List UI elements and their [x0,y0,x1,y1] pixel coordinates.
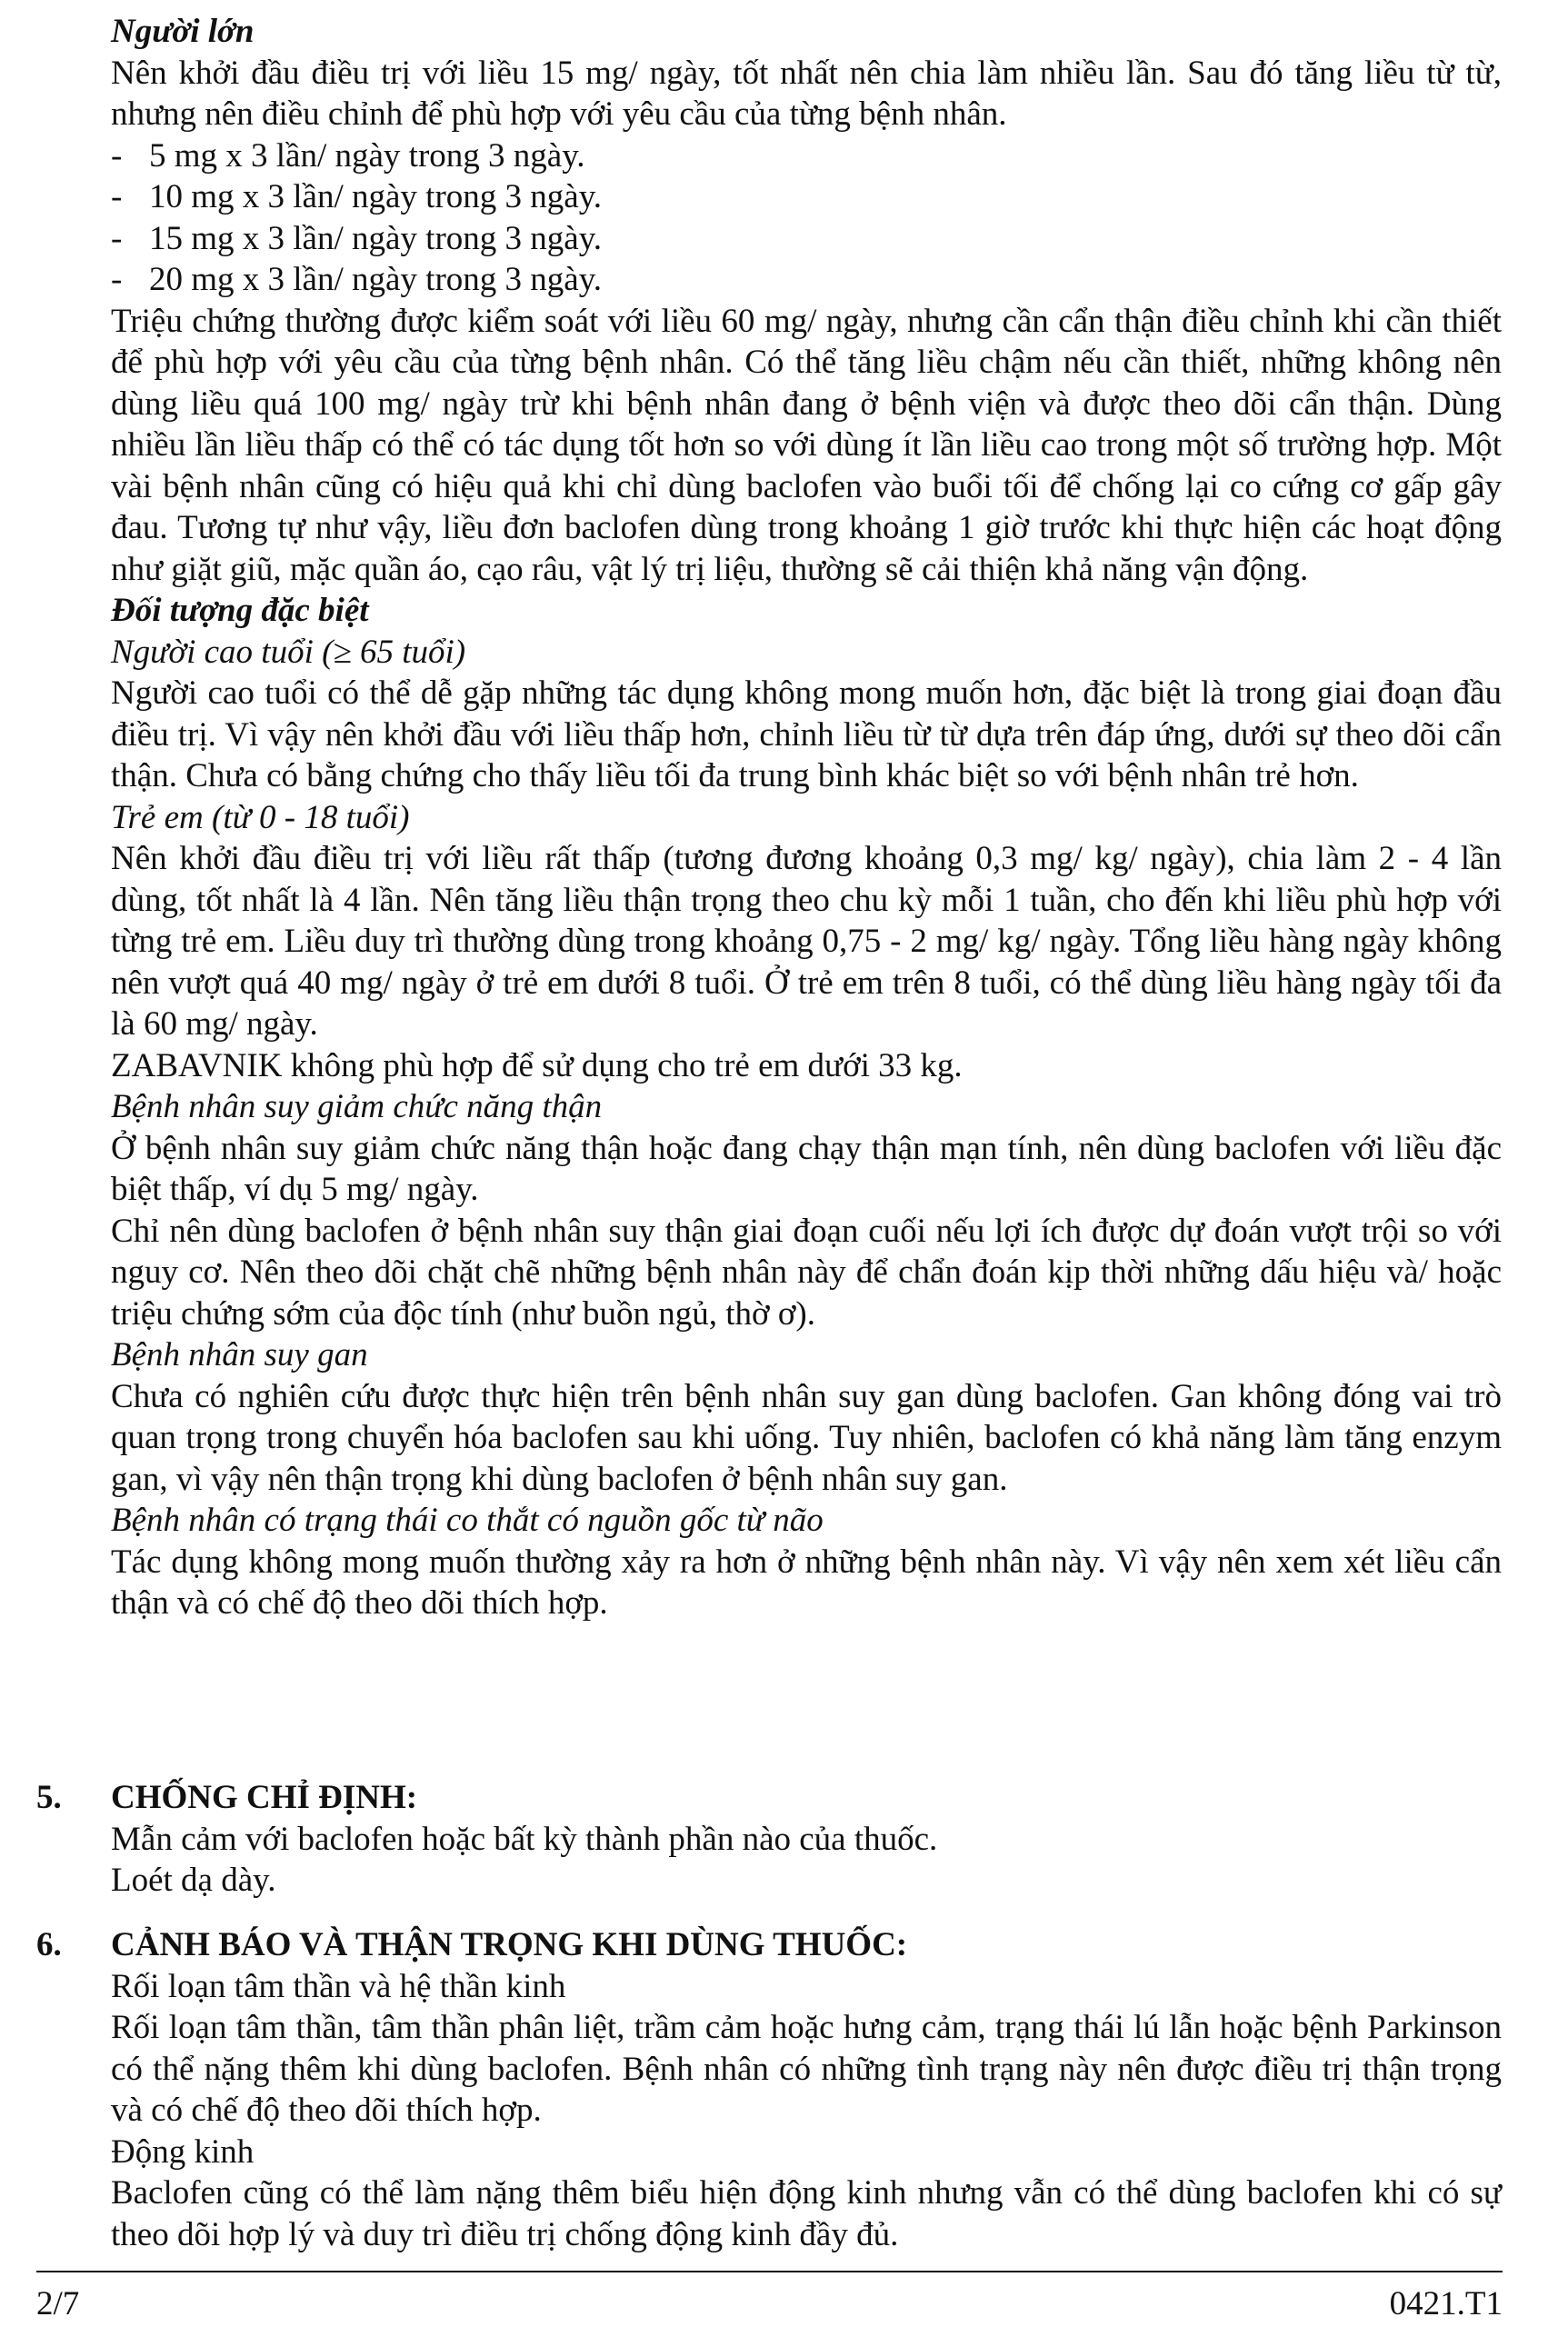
adults-body: Triệu chứng thường được kiểm soát với liều 60 mg/ ngày, nhưng cần cẩn thận điều chỉnh khi cần thiết để phù hợp với yêu cầu của từng bệnh nhân. Có thể tăng liều chậm nếu cần thiết, những không nên dùng liều quá 100 mg/ ngày trừ khi bệnh nhân đang ở bệnh viện và được theo dõi cẩn thận. Dùng nhiều lần liều thấp có thể có tác dụng tốt hơn so với dùng ít lần liều cao trong một số trường hợp. Một vài bệnh nhân cũng có hiệu quả khi chỉ dùng baclofen vào buổi tối để chống lại co cứng cơ gấp gây đau. Tương tự như vậy, liều đơn baclofen dùng trong khoảng 1 giờ trước khi thực hiện các hoạt động như giặt giũ, mặc quần áo, cạo râu, vật lý trị liệu, thường sẽ cải thiện khả năng vận động. [111,302,1502,588]
children-note: ZABAVNIK không phù hợp để sử dụng cho trẻ em dưới 33 kg. [111,1046,963,1084]
section-title: CHỐNG CHỈ ĐỊNH: [111,1779,418,1816]
contraindication-item: Loét dạ dày. [111,1862,276,1899]
renal-body-1: Ở bệnh nhân suy giảm chức năng thận hoặc đang chạy thận mạn tính, nên dùng baclofen với liều đặc biệt thấp, ví dụ 5 mg/ ngày. [111,1129,1502,1208]
epilepsy-heading: Động kinh [111,2132,255,2171]
elderly-heading: Người cao tuổi (≥ 65 tuổi) [111,633,466,671]
section-number: 6. [36,1926,62,1963]
elderly-body: Người cao tuổi có thể dễ gặp những tác dụng không mong muốn hơn, đặc biệt là trong giai đoạn đầu điều trị. Vì vậy nên khởi đầu với liều thấp hơn, chỉnh liều từ từ dựa trên đáp ứng, dưới sự theo dõi cẩn thận. Chưa có bằng chứng cho thấy liều tối đa trung bình khác biệt so với bệnh nhân trẻ hơn. [111,674,1502,794]
section-number: 5. [36,1779,62,1816]
special-populations-heading: Đối tượng đặc biệt [111,592,369,629]
hepatic-body: Chưa có nghiên cứu được thực hiện trên bệnh nhân suy gan dùng baclofen. Gan không đóng vai trò quan trọng trong chuyển hóa baclofen sau khi uống. Tuy nhiên, baclofen có khả năng làm tăng enzym gan, vì vậy nên thận trọng khi dùng baclofen ở bệnh nhân suy gan. [111,1377,1502,1498]
cerebral-body: Tác dụng không mong muốn thường xảy ra hơn ở những bệnh nhân này. Vì vậy nên xem xét liều cẩn thận và có chế độ theo dõi thích hợp. [111,1543,1502,1622]
psych-body: Rối loạn tâm thần, tâm thần phân liệt, trầm cảm hoặc hưng cảm, trạng thái lú lẫn hoặc bệnh Parkinson có thể nặng thêm khi dùng baclofen. Bệnh nhân có những tình trạng này nên được điều trị thận trọng và có chế độ theo dõi thích hợp. [111,2009,1502,2129]
contraindications-list [111,1819,1502,1902]
hepatic-heading: Bệnh nhân suy gan [111,1336,368,1373]
adults-heading: Người lớn [111,13,255,50]
contraindication-item: Mẫn cảm với baclofen hoặc bất kỳ thành phần nào của thuốc. [111,1820,938,1858]
epilepsy-body: Baclofen cũng có thể làm nặng thêm biểu hiện động kinh nhưng vẫn có thể dùng baclofen khi có sự theo dõi hợp lý và duy trì điều trị chống động kinh đầy đủ. [111,2174,1502,2253]
footer-divider [36,2271,1503,2272]
children-body: Nên khởi đầu điều trị với liều rất thấp (tương đương khoảng 0,3 mg/ kg/ ngày), chia làm 2 - 4 lần dùng, tốt nhất là 4 lần. Nên tăng liều thận trọng theo chu kỳ mỗi 1 tuần, cho đến khi liều phù hợp với từng trẻ em. Liều duy trì thường dùng trong khoảng 0,75 - 2 mg/ kg/ ngày. Tổng liều hàng ngày không nên vượt quá 40 mg/ ngày ở trẻ em dưới 8 tuổi. Ở trẻ em trên 8 tuổi, có thể dùng liều hàng ngày tối đa là 60 mg/ ngày. [111,840,1502,1043]
dosage-section [111,11,1502,1624]
dose-schedule-item: - 20 mg x 3 lần/ ngày trong 3 ngày. [111,261,603,298]
children-heading: Trẻ em (từ 0 - 18 tuổi) [111,798,410,836]
dose-schedule-item: - 5 mg x 3 lần/ ngày trong 3 ngày. [111,136,585,175]
section-title: CẢNH BÁO VÀ THẬN TRỌNG KHI DÙNG THUỐC: [111,1926,908,1963]
dose-schedule-list [111,135,1502,301]
adults-intro: Nên khởi đầu điều trị với liều 15 mg/ ngày, tốt nhất nên chia làm nhiều lần. Sau đó tăng liều từ từ, nhưng nên điều chỉnh để phù hợp với yêu cầu của từng bệnh nhân. [111,54,1502,133]
document-code: 0421.T1 [1389,2285,1503,2322]
cerebral-heading: Bệnh nhân có trạng thái co thắt có nguồn gốc từ não [111,1502,824,1539]
page-number: 2/7 [36,2285,80,2322]
dose-schedule-item: - 15 mg x 3 lần/ ngày trong 3 ngày. [111,219,603,257]
dose-schedule-item: - 10 mg x 3 lần/ ngày trong 3 ngày. [111,178,603,215]
warnings-body [111,1966,1502,2256]
renal-heading: Bệnh nhân suy giảm chức năng thận [111,1088,603,1125]
renal-body-2: Chỉ nên dùng baclofen ở bệnh nhân suy thận giai đoạn cuối nếu lợi ích được dự đoán vượt trội so với nguy cơ. Nên theo dõi chặt chẽ những bệnh nhân này để chẩn đoán kịp thời những dấu hiệu và/ hoặc triệu chứng sớm của độc tính (như buồn ngủ, thờ ơ). [111,1212,1502,1333]
psych-heading: Rối loạn tâm thần và hệ thần kinh [111,1967,566,2005]
